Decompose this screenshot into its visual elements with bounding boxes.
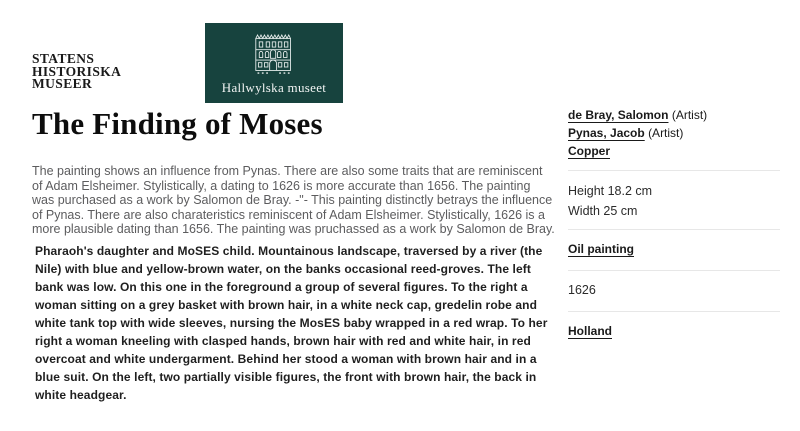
brand-line-2: HISTORISKA — [32, 63, 122, 79]
artist-row — [568, 126, 780, 144]
technique-row — [568, 242, 780, 260]
divider — [568, 229, 780, 230]
width-value: Width 25 cm — [568, 204, 638, 218]
brand-line-1: STATENS — [32, 51, 95, 66]
hallwyl-palace-facade-icon — [248, 31, 300, 77]
artist-link[interactable]: Pynas, Jacob — [568, 126, 645, 140]
main-content — [32, 105, 556, 404]
material-link[interactable]: Copper — [568, 144, 610, 158]
page-title: The Finding of Moses — [32, 106, 323, 141]
artist-link[interactable]: de Bray, Salomon — [568, 108, 669, 122]
year-value: 1626 — [568, 283, 596, 297]
height-value: Height 18.2 cm — [568, 184, 653, 198]
artist-role: (Artist) — [671, 108, 708, 122]
material-row — [568, 144, 780, 162]
artist-role: (Artist) — [648, 126, 684, 140]
divider — [568, 270, 780, 271]
brand-line-3: MUSEER — [32, 76, 93, 91]
description-paragraph: The painting shows an influence from Pynas. There are also some traits that are reminiscent of Adam Elsheimer. Stylistically, a dating to 1626 is more accurate than 1656. The painting was purchased as a work by Salomon de Bray. -"- This painting distinctly betrays the influence of Pynas. There are also charateristics reminiscent of Adam Elsheimer. Stylistically, 1626 is a more plausible dating than 1656. The painting was pruchassed as a work by Salomon de Bray. — [32, 164, 555, 237]
museum-badge-label: Hallwylska museet — [221, 80, 327, 95]
artist-row — [568, 108, 780, 126]
statens-historiska-museer-logo[interactable] — [32, 53, 121, 91]
divider — [568, 170, 780, 171]
technique-link[interactable]: Oil painting — [568, 242, 634, 256]
hallwylska-museet-badge[interactable] — [205, 23, 343, 103]
metadata-sidebar — [568, 108, 780, 342]
divider — [568, 311, 780, 312]
place-link[interactable]: Holland — [568, 324, 612, 338]
place-row — [568, 324, 780, 342]
scene-description-paragraph: Pharaoh's daughter and MoSES child. Mountainous landscape, traversed by a river (the Nile) with blue and yellow-brown water, on the banks occasional reed-groves. The left bank was low. On this one in the foreground a group of several figures. To the right a woman sitting on a grey basket with brown hair, in a white neck cap, gredelin robe and white tank top with wide sleeves, nursing the MosES baby wrapped in a red wrap. To her right a woman kneeling with clasped hands, brown hair with red and white hair, in red overcoat and white undergarment. Behind her stood a woman with brown hair and in a blue suit. On the left, two partially visible figures, the front with brown hair, the back in white headgear. — [35, 243, 548, 402]
